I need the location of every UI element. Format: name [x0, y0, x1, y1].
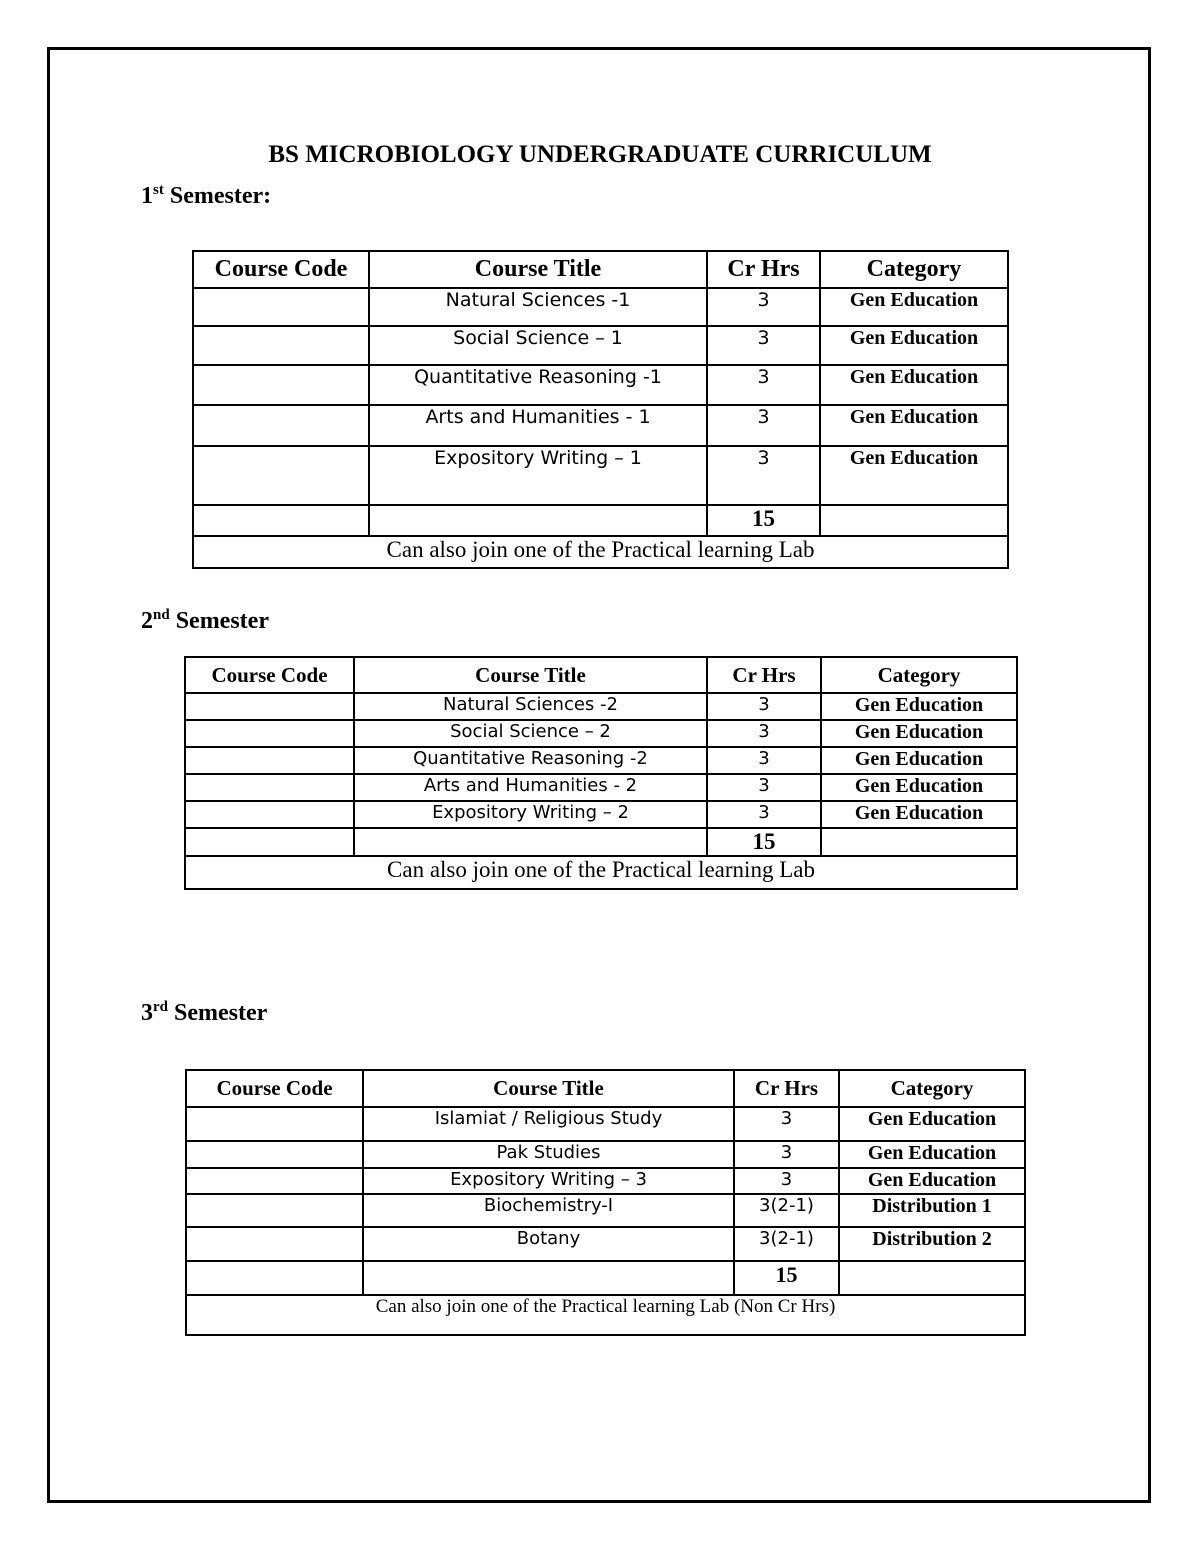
- practical-lab-note: Can also join one of the Practical learning Lab (Non Cr Hrs): [186, 1295, 1025, 1335]
- semester-ordinal-suffix: rd: [153, 999, 168, 1015]
- category-cell: Gen Education: [821, 747, 1017, 774]
- cr-hrs-cell: 3: [707, 774, 821, 801]
- table-header-row: [186, 1070, 1025, 1107]
- course-title-cell: Quantitative Reasoning -2: [354, 747, 707, 774]
- note-row: [193, 536, 1008, 568]
- header-course-title: Course Title: [369, 251, 707, 288]
- empty-cell: [186, 1261, 363, 1295]
- semester-ordinal-suffix: nd: [153, 607, 170, 623]
- semester-number: 1: [141, 183, 153, 209]
- table-row: [185, 774, 1017, 801]
- category-cell: Gen Education: [821, 774, 1017, 801]
- course-code-cell: [186, 1194, 363, 1227]
- course-code-cell: [185, 747, 354, 774]
- total-cr-hrs: 15: [707, 828, 821, 856]
- table-header-row: [193, 251, 1008, 288]
- course-code-cell: [185, 801, 354, 828]
- category-cell: Gen Education: [820, 405, 1008, 446]
- semester-label: Semester: [169, 608, 269, 634]
- header-category: Category: [820, 251, 1008, 288]
- header-course-code: Course Code: [186, 1070, 363, 1107]
- cr-hrs-cell: 3: [707, 801, 821, 828]
- header-cr-hrs: Cr Hrs: [734, 1070, 839, 1107]
- semester-3-table: [185, 1069, 1026, 1336]
- empty-cell: [185, 828, 354, 856]
- category-cell: Gen Education: [820, 288, 1008, 326]
- course-code-cell: [185, 693, 354, 720]
- category-cell: Gen Education: [839, 1168, 1025, 1194]
- empty-cell: [821, 828, 1017, 856]
- empty-cell: [363, 1261, 734, 1295]
- category-cell: Gen Education: [821, 801, 1017, 828]
- category-cell: Gen Education: [821, 693, 1017, 720]
- table-row: [185, 693, 1017, 720]
- course-code-cell: [186, 1168, 363, 1194]
- semester-label: Semester:: [163, 183, 272, 209]
- cr-hrs-cell: 3: [734, 1168, 839, 1194]
- course-title-cell: Natural Sciences -1: [369, 288, 707, 326]
- cr-hrs-cell: 3: [734, 1141, 839, 1168]
- cr-hrs-cell: 3: [707, 405, 820, 446]
- category-cell: Gen Education: [820, 365, 1008, 405]
- table-row: [185, 801, 1017, 828]
- header-course-title: Course Title: [354, 657, 707, 693]
- semester-2-heading: [141, 607, 269, 635]
- table-row: [186, 1168, 1025, 1194]
- course-code-cell: [193, 446, 369, 505]
- table-row: [186, 1227, 1025, 1261]
- table-row: [193, 365, 1008, 405]
- course-title-cell: Social Science – 1: [369, 326, 707, 365]
- total-row: [185, 828, 1017, 856]
- semester-ordinal-suffix: st: [153, 182, 164, 198]
- empty-cell: [839, 1261, 1025, 1295]
- table-row: [193, 446, 1008, 505]
- course-title-cell: Social Science – 2: [354, 720, 707, 747]
- cr-hrs-cell: 3: [707, 693, 821, 720]
- category-cell: Distribution 1: [839, 1194, 1025, 1227]
- empty-cell: [369, 505, 707, 536]
- course-title-cell: Expository Writing – 1: [369, 446, 707, 505]
- cr-hrs-cell: 3: [734, 1107, 839, 1141]
- course-title-cell: Arts and Humanities - 1: [369, 405, 707, 446]
- course-code-cell: [186, 1107, 363, 1141]
- table-row: [185, 720, 1017, 747]
- document-title: BS MICROBIOLOGY UNDERGRADUATE CURRICULUM: [268, 141, 932, 168]
- cr-hrs-cell: 3(2-1): [734, 1227, 839, 1261]
- semester-1-heading: [141, 182, 271, 210]
- category-cell: Gen Education: [839, 1141, 1025, 1168]
- cr-hrs-cell: 3: [707, 326, 820, 365]
- practical-lab-note: Can also join one of the Practical learning Lab: [185, 856, 1017, 889]
- category-cell: Gen Education: [821, 720, 1017, 747]
- total-row: [186, 1261, 1025, 1295]
- course-code-cell: [193, 365, 369, 405]
- table-row: [186, 1107, 1025, 1141]
- course-title-cell: Biochemistry-I: [363, 1194, 734, 1227]
- table-row: [193, 288, 1008, 326]
- header-category: Category: [839, 1070, 1025, 1107]
- cr-hrs-cell: 3: [707, 747, 821, 774]
- semester-1-table: [192, 250, 1009, 569]
- total-cr-hrs: 15: [734, 1261, 839, 1295]
- header-category: Category: [821, 657, 1017, 693]
- practical-lab-note: Can also join one of the Practical learning Lab: [193, 536, 1008, 568]
- category-cell: Distribution 2: [839, 1227, 1025, 1261]
- semester-number: 2: [141, 608, 153, 634]
- empty-cell: [820, 505, 1008, 536]
- total-row: [193, 505, 1008, 536]
- total-cr-hrs: 15: [707, 505, 820, 536]
- table-row: [193, 405, 1008, 446]
- course-code-cell: [185, 774, 354, 801]
- header-course-title: Course Title: [363, 1070, 734, 1107]
- table-row: [193, 326, 1008, 365]
- course-title-cell: Botany: [363, 1227, 734, 1261]
- course-code-cell: [193, 288, 369, 326]
- category-cell: Gen Education: [820, 326, 1008, 365]
- header-course-code: Course Code: [193, 251, 369, 288]
- table-row: [185, 747, 1017, 774]
- category-cell: Gen Education: [820, 446, 1008, 505]
- note-row: [186, 1295, 1025, 1335]
- course-code-cell: [186, 1141, 363, 1168]
- note-row: [185, 856, 1017, 889]
- cr-hrs-cell: 3(2-1): [734, 1194, 839, 1227]
- table-row: [186, 1194, 1025, 1227]
- course-title-cell: Expository Writing – 3: [363, 1168, 734, 1194]
- semester-3-heading: [141, 999, 267, 1027]
- course-code-cell: [186, 1227, 363, 1261]
- course-title-cell: Islamiat / Religious Study: [363, 1107, 734, 1141]
- header-course-code: Course Code: [185, 657, 354, 693]
- semester-number: 3: [141, 1000, 153, 1026]
- category-cell: Gen Education: [839, 1107, 1025, 1141]
- cr-hrs-cell: 3: [707, 365, 820, 405]
- cr-hrs-cell: 3: [707, 720, 821, 747]
- course-title-cell: Arts and Humanities - 2: [354, 774, 707, 801]
- semester-2-table: [184, 656, 1018, 890]
- course-title-cell: Pak Studies: [363, 1141, 734, 1168]
- course-code-cell: [193, 326, 369, 365]
- table-row: [186, 1141, 1025, 1168]
- course-title-cell: Natural Sciences -2: [354, 693, 707, 720]
- semester-label: Semester: [168, 1000, 268, 1026]
- course-title-cell: Expository Writing – 2: [354, 801, 707, 828]
- cr-hrs-cell: 3: [707, 288, 820, 326]
- cr-hrs-cell: 3: [707, 446, 820, 505]
- header-cr-hrs: Cr Hrs: [707, 251, 820, 288]
- header-cr-hrs: Cr Hrs: [707, 657, 821, 693]
- empty-cell: [354, 828, 707, 856]
- table-header-row: [185, 657, 1017, 693]
- course-code-cell: [185, 720, 354, 747]
- course-title-cell: Quantitative Reasoning -1: [369, 365, 707, 405]
- course-code-cell: [193, 405, 369, 446]
- empty-cell: [193, 505, 369, 536]
